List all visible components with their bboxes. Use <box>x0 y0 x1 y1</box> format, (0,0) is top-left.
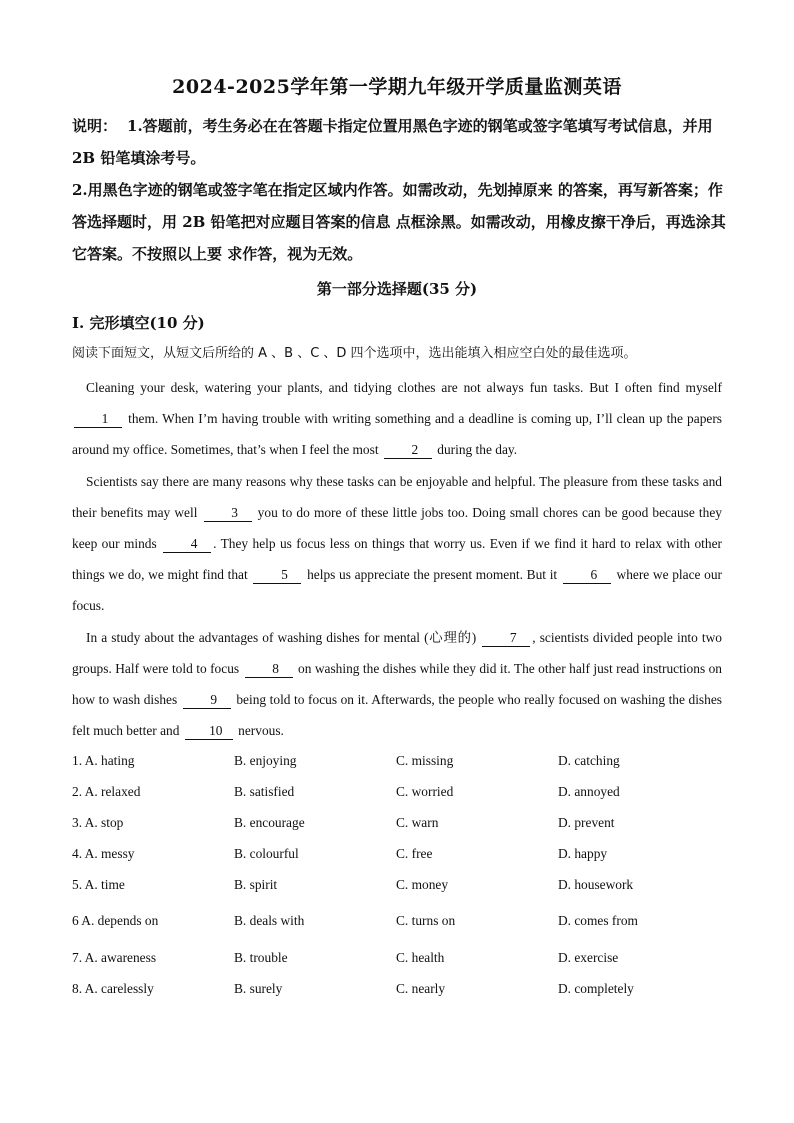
option-c: C. turns on <box>396 913 456 928</box>
option-a: 6 A. depends on <box>72 913 159 928</box>
passage-text: where we place our focus. <box>72 567 723 614</box>
option-b: B. surely <box>234 980 283 996</box>
option-d: D. happy <box>558 845 608 861</box>
option-d: D. comes from <box>558 913 638 928</box>
answer-options <box>72 745 732 1004</box>
instruction-2: 2.用黑色字迹的钢笔或签字笔在指定区域内作答。如需改动，先划掉原来 的答案，再写新答案；作答选择题时，用 2B 铅笔把对应题目答案的信息 点框涂黑。如需改动，用橡皮擦干净后，再选涂其它答案。不按照以上要 求作答，视为无效。 <box>72 181 726 263</box>
option-c: C. free <box>396 845 433 861</box>
option-b: B. deals with <box>234 913 305 928</box>
blank-6: 6 <box>563 567 611 584</box>
option-c: C. warn <box>396 814 439 830</box>
option-b: B. enjoying <box>234 752 297 768</box>
option-a: 7. A. awareness <box>72 949 157 965</box>
question-4-options <box>72 838 732 869</box>
option-a: 4. A. messy <box>72 845 135 861</box>
instruction-label: 说明： <box>72 117 118 135</box>
question-2-options <box>72 776 732 807</box>
option-d: D. catching <box>558 752 620 768</box>
question-3-options <box>72 807 732 838</box>
blank-4: 4 <box>163 536 211 553</box>
option-c: C. money <box>396 876 449 892</box>
passage-text: being told to focus on it. Afterwards, the people who really focused on washing the dishes felt much better and <box>72 692 722 739</box>
option-b: B. encourage <box>234 814 305 830</box>
option-d: D. prevent <box>558 814 615 830</box>
option-c: C. nearly <box>396 980 446 996</box>
instruction-1 <box>72 110 732 174</box>
exam-title: 2024-2025学年第一学期九年级开学质量监测英语 <box>172 76 622 98</box>
option-b: B. trouble <box>234 949 288 965</box>
question-6-options <box>72 900 732 942</box>
question-8-options <box>72 973 732 1004</box>
option-a: 8. A. carelessly <box>72 980 154 996</box>
question-1-options <box>72 745 732 776</box>
passage-text: In a study about the advantages of washing dishes for mental (心理的) <box>86 629 481 645</box>
option-b: B. colourful <box>234 845 299 861</box>
option-d: D. completely <box>558 980 634 996</box>
option-a: 5. A. time <box>72 876 125 892</box>
passage-text: them. When I’m having trouble with writing something and a deadline is coming up, I’ll clean up the papers around my office. Sometimes, that’s when I feel the most <box>72 411 722 458</box>
question-5-options <box>72 869 732 900</box>
blank-1: 1 <box>74 411 122 428</box>
section-title: 第一部分选择题(35 分) <box>316 280 478 298</box>
blank-8: 8 <box>245 661 293 678</box>
question-7-options <box>72 942 732 973</box>
blank-9: 9 <box>183 692 231 709</box>
blank-10: 10 <box>185 723 233 740</box>
passage-text: , scientists divided people into two groups. Half were told to focus <box>72 629 722 676</box>
directions: 阅读下面短文，从短文后所给的 A 、B 、C 、D 四个选项中，选出能填入相应空白处的最佳选项。 <box>72 346 637 361</box>
instruction-1-text: 1.答题前，考生务必在在答题卡指定位置用黑色字迹的钢笔或签字笔填写考试信息，并用 2B 铅笔填涂考号。 <box>72 117 713 167</box>
option-d: D. annoyed <box>558 783 620 799</box>
option-a: 2. A. relaxed <box>72 783 141 799</box>
passage-text: helps us appreciate the present moment. But it <box>303 567 561 583</box>
option-c: C. health <box>396 949 445 965</box>
option-a: 1. A. hating <box>72 752 135 768</box>
option-b: B. satisfied <box>234 783 295 799</box>
passage-paragraph-3 <box>72 622 722 747</box>
passage-text: Cleaning your desk, watering your plants, and tidying clothes are not always fun tasks. But I often find myself <box>86 380 722 395</box>
blank-3: 3 <box>204 505 252 522</box>
passage-text: . They help us focus less on things that worry us. Even if we find it hard to relax with other things we do, we might find that <box>72 536 722 583</box>
passage-text: on washing the dishes while they did it. The other half just read instructions on how to wash dishes <box>72 660 722 708</box>
part-title: I. 完形填空(10 分) <box>72 314 205 332</box>
passage-text: Scientists say there are many reasons why these tasks can be enjoyable and helpful. The pleasure from these tasks and their benefits may well <box>72 473 722 520</box>
passage-text: during the day. <box>433 442 518 458</box>
blank-5: 5 <box>253 567 301 584</box>
option-b: B. spirit <box>234 876 278 892</box>
passage-paragraph-1 <box>72 372 722 466</box>
blank-7: 7 <box>482 630 530 647</box>
option-a: 3. A. stop <box>72 814 124 830</box>
cloze-passage <box>72 372 722 746</box>
option-d: D. exercise <box>558 949 619 965</box>
option-c: C. missing <box>396 752 454 768</box>
passage-paragraph-2 <box>72 466 722 622</box>
passage-text: you to do more of these little jobs too. Doing small chores can be good because they keep our minds <box>72 504 722 552</box>
option-d: D. housework <box>558 876 634 892</box>
option-c: C. worried <box>396 783 454 799</box>
blank-2: 2 <box>384 442 432 459</box>
passage-text: nervous. <box>234 723 284 739</box>
